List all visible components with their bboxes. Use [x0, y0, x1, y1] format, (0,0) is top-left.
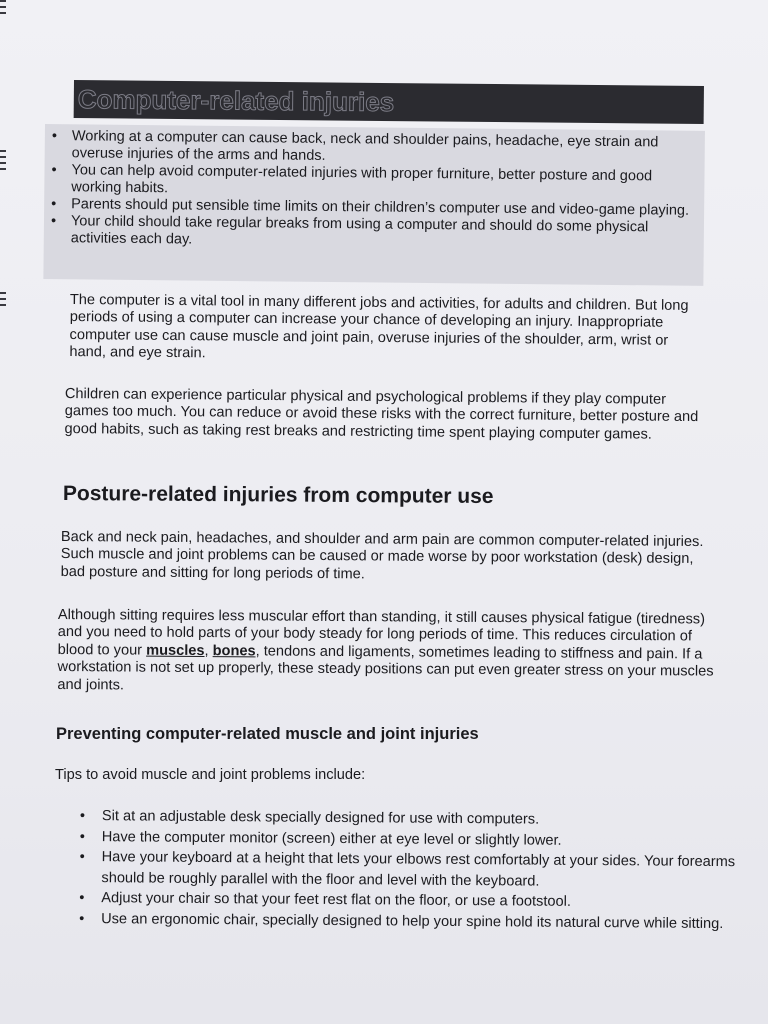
binding-marks-lower [0, 292, 10, 310]
tip-item: • Have your keyboard at a height that lets your elbows rest comfortably at your sides. Your forearms should be roughly parallel with the floor and level with the keyboard. [101, 847, 741, 893]
link-separator: , [204, 642, 213, 659]
posture-heading: Posture-related injuries from computer use [62, 482, 494, 509]
intro-paragraph-1: The computer is a vital tool in many different jobs and activities, for adults and children. But long periods of using a computer can increase your chance of developing an injury. Inappropriate computer use can cause muscle and joint pain, overuse injuries of the shoulder, arm, wrist or hand, and eye strain. [69, 292, 689, 362]
posture-paragraph-2 [57, 607, 718, 699]
tip-item: • Use an ergonomic chair, specially designed to help your spine hold its natural curve while sitting. [101, 909, 741, 935]
summary-item: • Parents should put sensible time limits on their children’s computer use and video-game playing. [71, 196, 694, 220]
posture-paragraph-2-end: , tendons and ligaments, sometimes leading to stiffness and pain. If a workstation is not set up properly, these steady positions can put even greater stress on your muscles and joints. [57, 643, 714, 694]
summary-box [43, 124, 705, 286]
posture-paragraph-1: Back and neck pain, headaches, and shoulder and arm pain are common computer-related injuries. Such muscle and joint problems can be caused or made worse by poor workstation (desk) design, bad posture and sitting for long periods of time. [60, 529, 704, 583]
posture-paragraph-2-start: Although sitting requires less muscular effort than standing, it still causes physical fatigue (tiredness) and you need to hold parts of your body steady for long periods of time. This reduces circulation of blood to your [57, 607, 706, 659]
tip-item: • Sit at an adjustable desk specially designed for use with computers. [102, 806, 742, 832]
page-title: Computer-related injuries [77, 84, 395, 118]
tips-intro: Tips to avoid muscle and joint problems include: [55, 767, 366, 783]
summary-item: • Working at a computer can cause back, neck and shoulder pains, headache, eye strain and overuse injuries of the arms and hands. [72, 128, 695, 169]
tip-item: • Adjust your chair so that your feet rest flat on the floor, or use a footstool. [101, 888, 741, 914]
preventing-heading: Preventing computer-related muscle and joint injuries [56, 725, 479, 743]
bones-link[interactable]: bones [212, 642, 256, 660]
title-banner [74, 80, 704, 124]
tip-item: • Have the computer monitor (screen) either at eye level or slightly lower. [102, 827, 742, 853]
summary-item: • Your child should take regular breaks from using a computer and should do some physical activities each day. [71, 213, 694, 254]
binding-marks-middle [0, 150, 10, 174]
binding-marks-top [0, 0, 10, 18]
tips-list [79, 806, 742, 934]
muscles-link[interactable]: muscles [146, 642, 205, 659]
intro-paragraph-2: Children can experience particular physical and psychological problems if they play computer games too much. You can reduce or avoid these risks with the correct furniture, better posture and good habits, such as taking rest breaks and restricting time spent playing computer games. [64, 386, 699, 443]
summary-list [44, 124, 705, 254]
summary-item: • You can help avoid computer-related injuries with proper furniture, better posture and good working habits. [71, 162, 694, 203]
